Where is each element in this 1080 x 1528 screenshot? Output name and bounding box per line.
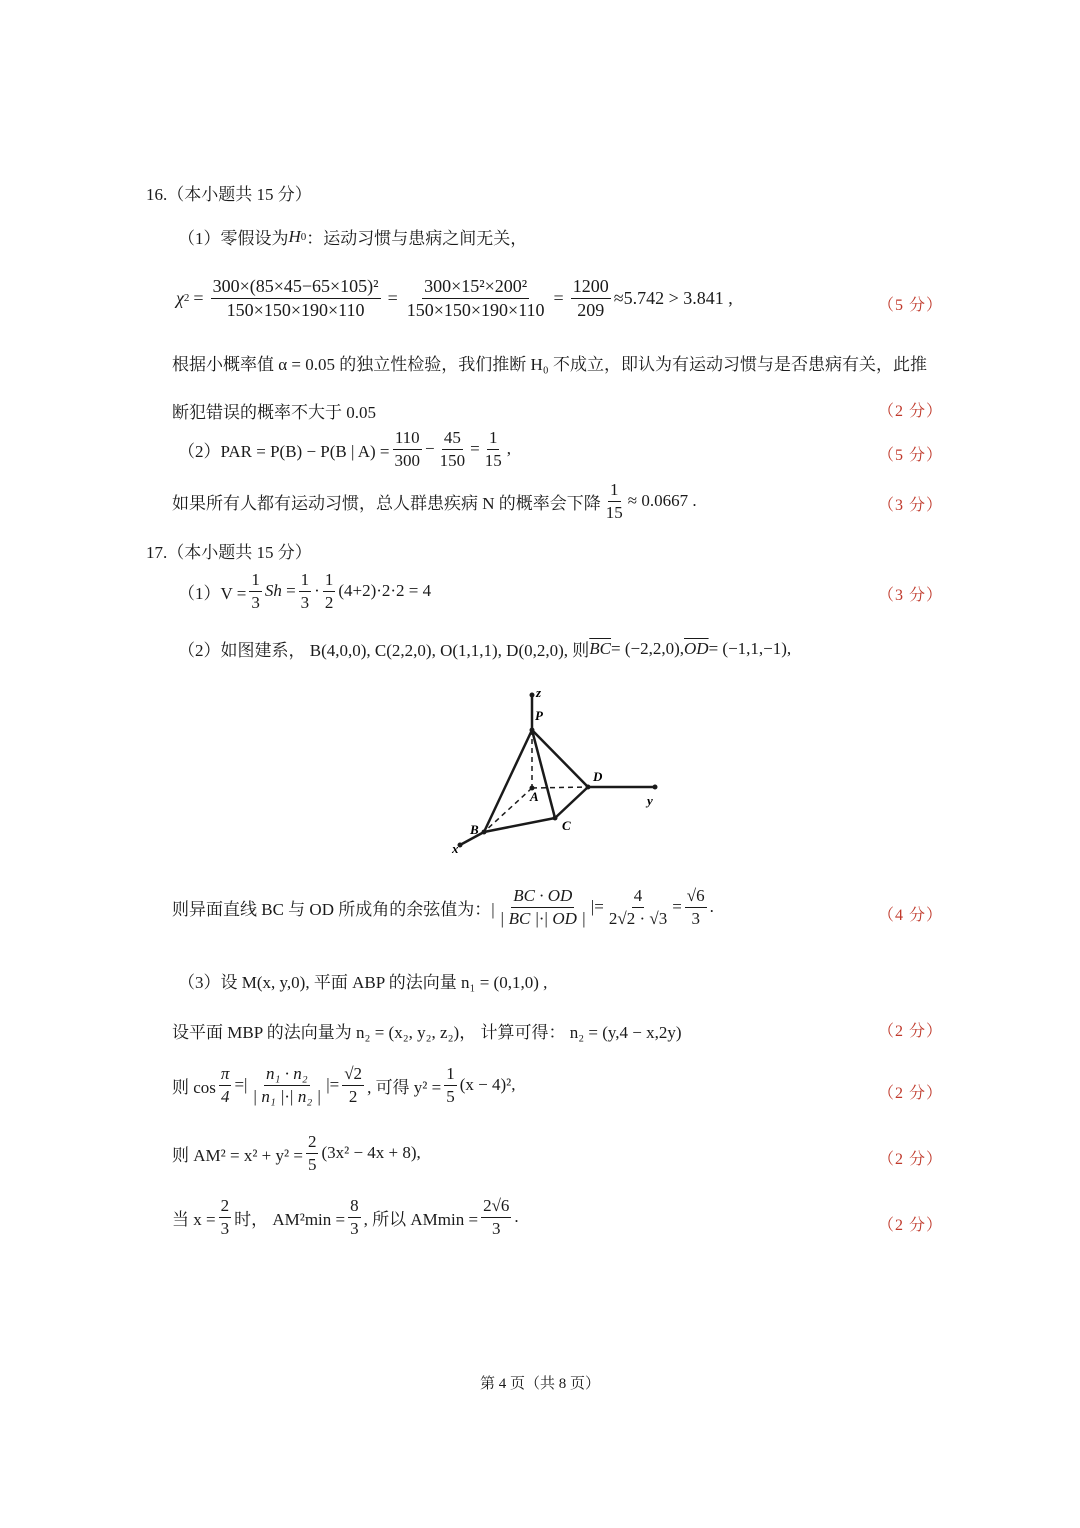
q16-part2: （2）PAR = P(B) − P(B | A) = $\frac{110}{300}$ − $\frac{45}{150}$ = $\frac{1}{15}$ , (178, 428, 511, 470)
score-chi: （5 分） (878, 297, 944, 314)
chi-symbol: χ (176, 287, 184, 308)
q16-header: 16.（本小题共 15 分） (146, 185, 312, 204)
score-q17-part3c: （2 分） (878, 1085, 944, 1102)
label-a: A (530, 789, 539, 804)
q16-h0: H (288, 226, 301, 246)
score-cosine: （4 分） (878, 907, 944, 924)
edge-ad (532, 787, 588, 788)
cosine-line: 则异面直线 BC 与 OD 所成角的余弦值为：| $\frac{BC \cdot OD}{| BC |\cdot| OD |}$ |= $\frac{4}{2√2 \cdot √3}$ = $\frac{√6}{3}$ . (172, 886, 714, 928)
label-y: y (647, 793, 653, 808)
score-conclusion: （2 分） (878, 403, 944, 420)
q16-part1: （1）零假设为 H 0 ：运动习惯与患病之间无关， (178, 224, 527, 249)
coordinate-figure (440, 680, 680, 860)
label-c: C (562, 818, 571, 833)
q17-part3b: 设平面 MBP 的法向量为 n₂ = (x₂, y₂, z₂)， 计算可得： n₂ = (y,4 − x,2y) (172, 1023, 682, 1042)
page-footer: 第 4 页（共 8 页） (479, 1376, 600, 1392)
label-z: z (536, 685, 542, 700)
q17-part3e: 当 x = $\frac{2}{3}$ 时， AM²min = $\frac{8}{3}$ , 所以 AMmin = $\frac{2√6}{3}$ . (172, 1196, 519, 1238)
chi-square-formula: χ 2 = $\frac{\text{300×(85×45−65×105)²}}{150\times 150\times 190\times 110}$ = $\frac{\text{300×15²×200²}}{150\times 150\times 190\times 110}$ = $\frac{1200}{209}$ ≈5.742 > 3.841 , (176, 276, 733, 320)
label-x: x (452, 841, 459, 856)
score-q17-part3d: （2 分） (878, 1151, 944, 1168)
label-d: D (593, 769, 603, 784)
chi-frac-1: $\frac{\text{300×(85×45−65×105)²}}{150\times 150\times 190\times 110}$ (212, 276, 379, 320)
q16-part3: 如果所有人都有运动习惯，总人群患疾病 N 的概率会下降 $\frac{1}{15}$ ≈ 0.0667 . (172, 480, 697, 522)
q16-conclusion-1: 根据小概率值 α = 0.05 的独立性检验，我们推断 H₀ 不成立，即认为有运动习惯与是否患病有关，此推 (172, 355, 927, 374)
score-q17-part3e: （2 分） (878, 1217, 944, 1234)
chi-frac-2: $\frac{\text{300×15²×200²}}{150\times 150\times 190\times 110}$ (406, 276, 545, 320)
edge-bc (484, 818, 555, 832)
edge-ab (484, 788, 532, 832)
label-b: B (470, 822, 479, 837)
q17-part1: （1）V = $\frac{1}{3}$ Sh = $\frac{1}{3}$ · $\frac{1}{2}$ (4+2)·2·2 = 4 (178, 570, 432, 612)
q17-part2: （2）如图建系， B(4,0,0), C(2,2,0), O(1,1,1), D(0,2,0), 则 $\overline{BC}$ = (−2,2,0), $\overline{OD}$ = (−1,1,−1), (178, 638, 792, 660)
q17-part3: （3）设 M(x, y,0), 平面 ABP 的法向量 n₁ = (0,1,0) , (178, 973, 548, 992)
label-p: P (535, 708, 543, 723)
score-q17-part1: （3 分） (878, 587, 944, 604)
chi-result: ≈5.742 > 3.841 , (613, 287, 733, 308)
score-q17-part3b: （2 分） (878, 1023, 944, 1040)
score-par: （5 分） (878, 447, 944, 464)
q17-header: 17.（本小题共 15 分） (146, 543, 312, 562)
score-q16-part3: （3 分） (878, 497, 944, 514)
q17-part3d: 则 AM² = x² + y² = $\frac{2}{5}$ (3x² − 4x + 8), (172, 1132, 421, 1174)
q16-conclusion-2: 断犯错误的概率不大于 0.05 (172, 403, 376, 422)
edge-cd (555, 787, 588, 818)
chi-frac-3: $\frac{1200}{209}$ (572, 276, 609, 320)
q16-p1-label: （1）零假设为 (178, 229, 289, 248)
q17-part3c: 则 cos $\frac{\pi}{4}$ =| $\frac{\text{n₁ · n₂}}{\text{| n₁ |·| n₂ |}}$ |= $\frac{√2}{2}$ , 可得 y² = $\frac{1}{5}$ (x − 4)², (172, 1064, 516, 1106)
q16-p1-text: ：运动习惯与患病之间无关， (306, 229, 528, 248)
edge-pb (484, 730, 532, 832)
